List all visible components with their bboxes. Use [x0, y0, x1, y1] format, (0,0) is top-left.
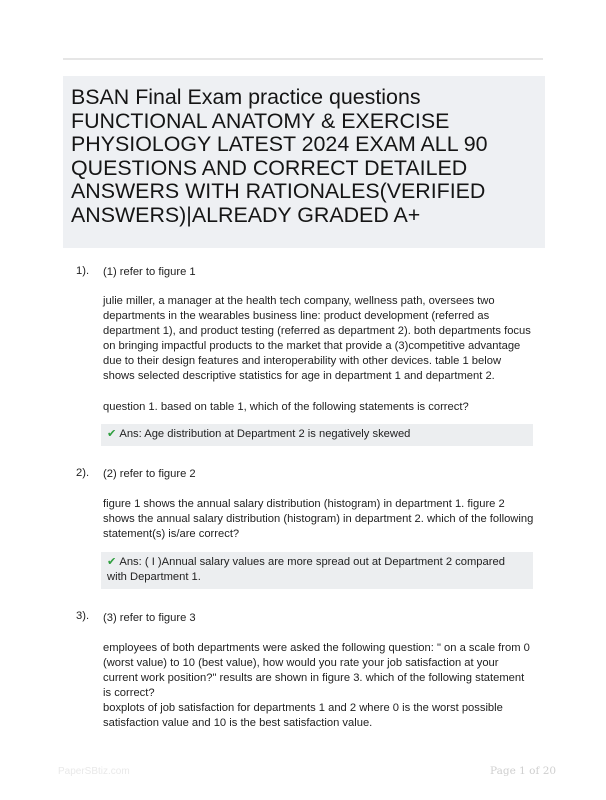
answer-text: Ans: Age distribution at Department 2 is negatively skewed — [119, 428, 411, 440]
question-paragraph: employees of both departments were asked the following question: " on a scale from 0 (worst value) to 10 (best value), how would you rate your job satisfaction at your current work position?" results are shown in figure 3. which of the following statement is correct? — [103, 642, 530, 699]
check-mark-icon: ✔ — [107, 428, 117, 440]
footer-watermark: PaperSBtiz.com — [58, 766, 130, 777]
prompt-text: (3) refer to figure 3 — [103, 612, 196, 624]
title-line: ANSWERS)|ALREADY GRADED A+ — [71, 202, 421, 227]
title-line: ANSWERS WITH RATIONALES(VERIFIED — [71, 179, 486, 204]
question-paragraph: question 1. based on table 1, which of the following statements is correct? — [103, 401, 469, 413]
question-prompt — [103, 265, 535, 280]
question-paragraph: figure 1 shows the annual salary distribution (histogram) in department 1. figure 2 shows the annual salary distribution (histogram) in department 2. which of the following statement(s) is/are correct? — [103, 498, 534, 540]
document-title — [63, 76, 545, 248]
title-line: FUNCTIONAL ANATOMY & EXERCISE — [71, 108, 450, 133]
question-prompt — [103, 611, 535, 626]
question-text — [103, 701, 535, 731]
title-line: BSAN Final Exam practice questions — [71, 85, 421, 109]
question-paragraph: boxplots of job satisfaction for departments 1 and 2 where 0 is the worst possible satisfaction value and 10 is the best satisfaction value. — [103, 702, 503, 729]
title-line: PHYSIOLOGY LATEST 2024 EXAM ALL 90 — [71, 132, 488, 157]
prompt-text: (2) refer to figure 2 — [103, 468, 196, 480]
question-text — [103, 400, 535, 415]
question-prompt — [103, 467, 535, 482]
check-mark-icon: ✔ — [107, 556, 117, 568]
title-line: QUESTIONS AND CORRECT DETAILED — [71, 155, 468, 180]
answer-text: Ans: ( I )Annual salary values are more spread out at Department 2 compared with Department 1. — [107, 556, 505, 583]
prompt-text: (1) refer to figure 1 — [103, 266, 196, 278]
question-text — [103, 641, 535, 701]
question-number: 1). — [76, 265, 90, 277]
question-number: 3). — [76, 610, 90, 622]
question-text — [103, 294, 535, 384]
answer-box — [101, 552, 533, 589]
answer-box — [101, 424, 533, 446]
question-number: 2). — [76, 467, 90, 479]
page-indicator: Page 1 of 20 — [490, 765, 557, 777]
question-paragraph: julie miller, a manager at the health tech company, wellness path, oversees two departments in the wearables business line: product development (referred as department 1), and product testing (referred as department 2). both departments focus on bringing impactful products to the market that provide a (3)competitive advantage due to their design features and interoperability with other devices. table 1 below shows selected descriptive statistics for age in department 1 and department 2. — [103, 295, 531, 382]
question-text — [103, 497, 535, 542]
top-divider — [63, 58, 543, 60]
